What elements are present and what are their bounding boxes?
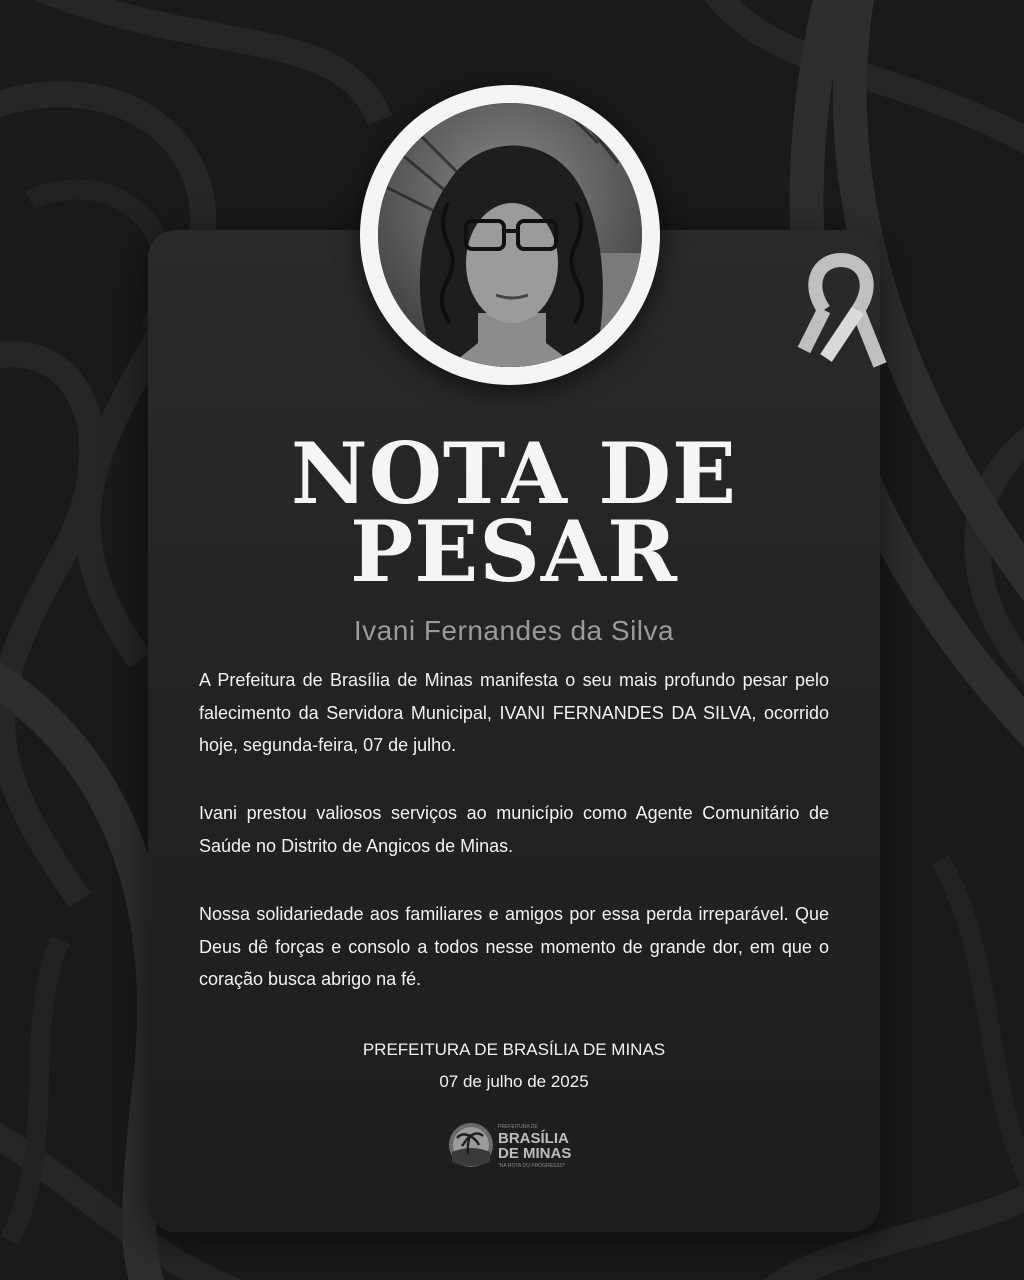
logo-prefix: PREFEITURA DE bbox=[498, 1124, 538, 1130]
logo-line-1: BRASÍLIA bbox=[498, 1130, 569, 1147]
title-line-2: PESAR bbox=[350, 502, 678, 601]
paragraph-solidarity: Nossa solidariedade aos familiares e amigos por essa perda irreparável. Que Deus dê forças e consolo a todos nesse momento de grande dor, em que o coração busca abrigo na fé. bbox=[199, 904, 829, 989]
logo-line-2: DE MINAS bbox=[498, 1145, 572, 1162]
signature-date: 07 de julho de 2025 bbox=[439, 1072, 589, 1091]
palm-tree-sun-icon bbox=[448, 1122, 494, 1168]
paragraph-announcement: A Prefeitura de Brasília de Minas manifesta o seu mais profundo pesar pelo falecimento da Servidora Municipal, IVANI FERNANDES DA SILVA, ocorrido hoje, segunda-feira, 07 de julho. bbox=[199, 670, 829, 755]
mourning-ribbon-icon bbox=[792, 250, 890, 375]
paragraph-service: Ivani prestou valiosos serviços ao município como Agente Comunitário de Saúde no Distrito de Angicos de Minas. bbox=[199, 803, 829, 856]
deceased-name: Ivani Fernandes da Silva bbox=[353, 615, 675, 646]
logo-slogan: "NA ROTA DO PROGRESSO" bbox=[498, 1163, 566, 1169]
title-line-1: NOTA DE bbox=[290, 424, 738, 523]
prefeitura-logo bbox=[448, 1122, 578, 1172]
signature-institution: PREFEITURA DE BRASÍLIA DE MINAS bbox=[362, 1040, 666, 1059]
portrait-photo bbox=[378, 103, 642, 367]
portrait-frame bbox=[360, 85, 660, 385]
